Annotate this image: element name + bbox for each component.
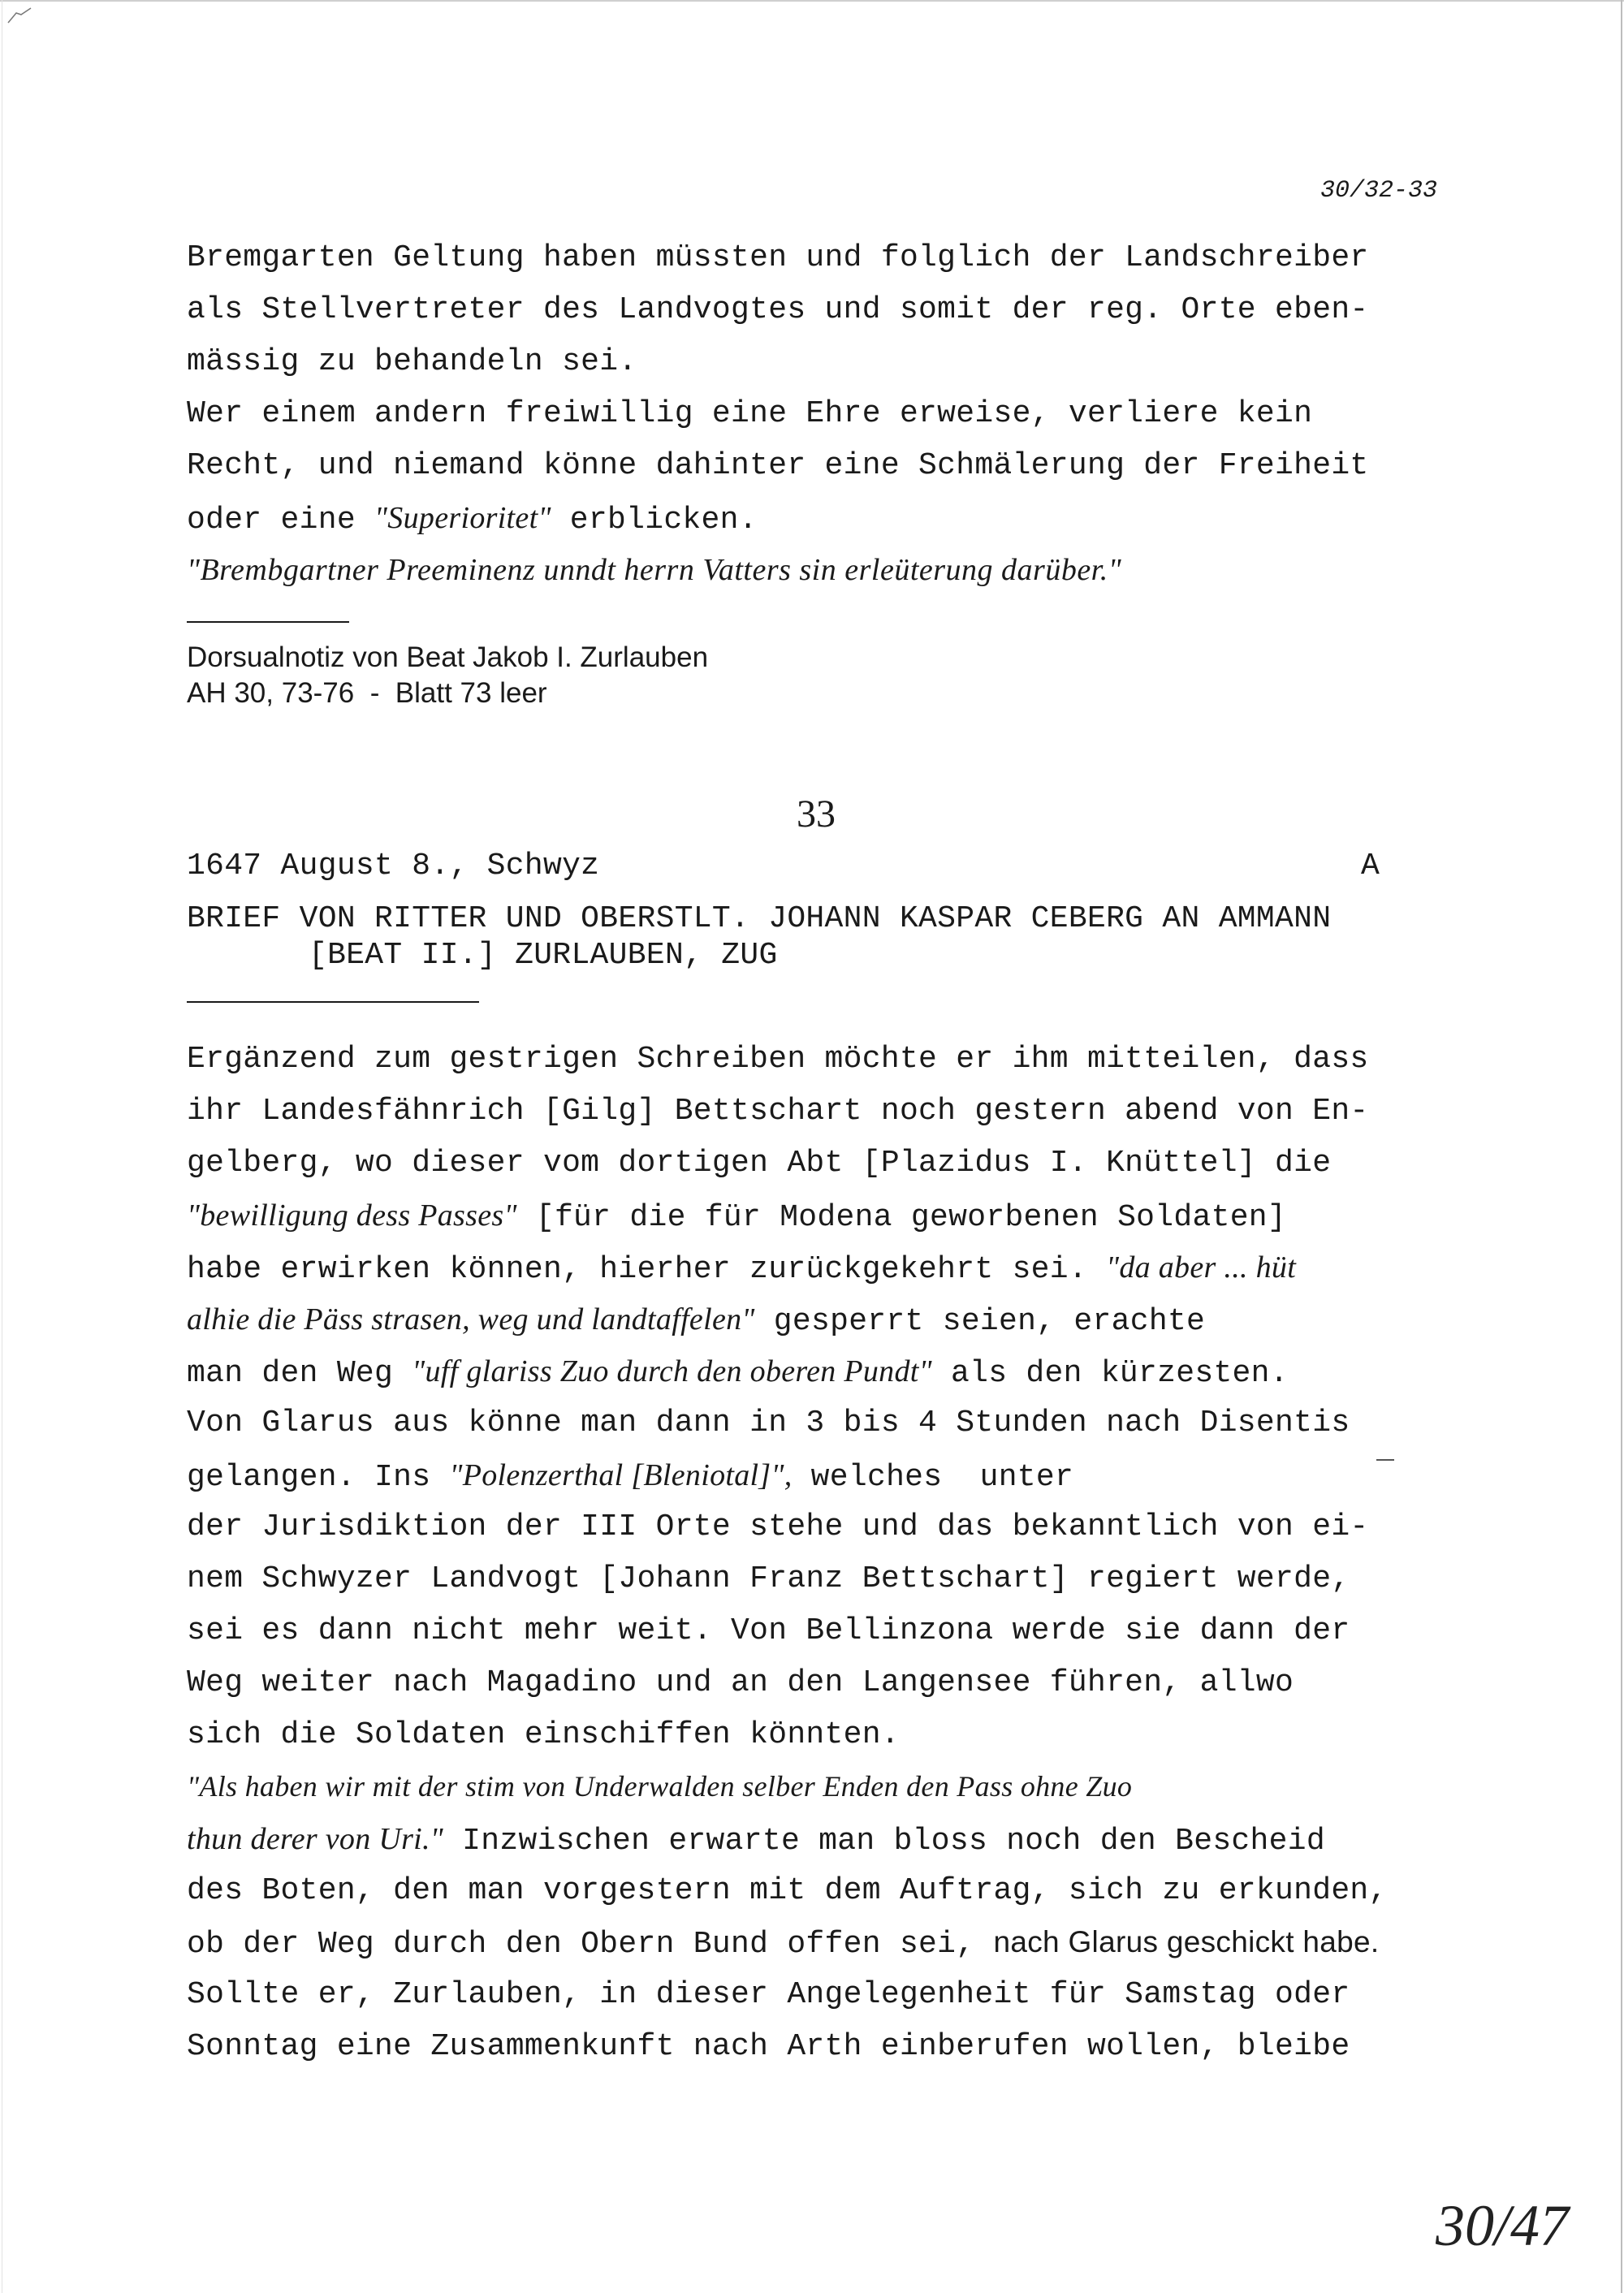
document-number: 33 (797, 792, 836, 836)
text-line: Sollte er, Zurlauben, in dieser Angelegenheit für Samstag oder (187, 1977, 1350, 2012)
text-segment: als den kürzesten. (931, 1356, 1289, 1391)
text-line: der Jurisdiktion der III Orte stehe und das bekanntlich von ei- (187, 1509, 1369, 1544)
text-line: als Stellvertreter des Landvogtes und somit der reg. Orte eben- (187, 292, 1369, 327)
document-title: BRIEF VON RITTER UND OBERSTLT. JOHANN KASPAR CEBERG AN AMMANN (187, 901, 1332, 936)
text-line: Recht, und niemand könne dahinter eine Schmälerung der Freiheit (187, 448, 1369, 483)
page-reference: 30/32-33 (1320, 177, 1437, 205)
text-line (187, 500, 758, 538)
text-segment: erblicken. (551, 503, 758, 538)
scan-corner-mark (6, 6, 34, 24)
document-type-letter: A (1361, 849, 1380, 883)
document-title-continued: [BEAT II.] ZURLAUBEN, ZUG (309, 938, 778, 973)
title-rule (187, 1001, 479, 1003)
text-segment: ob der Weg durch den Obern Bund offen sei, (187, 1927, 994, 1962)
dorsual-note: Dorsualnotiz von Beat Jakob I. Zurlauben (187, 641, 709, 673)
margin-mark (1376, 1459, 1394, 1461)
text-line: sei es dann nicht mehr weit. Von Bellinzona werde sie dann der (187, 1613, 1350, 1648)
text-line (187, 1457, 1073, 1495)
date-place: 1647 August 8., Schwyz (187, 849, 600, 883)
italic-quote: "Polenzerthal [Bleniotal]", (449, 1458, 793, 1492)
scan-edge-right (1621, 0, 1622, 2293)
handwritten-folio-number: 30/47 (1436, 2193, 1570, 2258)
text-line (187, 1302, 1205, 1339)
italic-quote: "Superioritet" (374, 501, 551, 535)
text-line (187, 1821, 1325, 1859)
footnote-rule (187, 621, 349, 623)
scan-edge-top (0, 0, 1624, 2)
text-segment: welches unter (792, 1460, 1074, 1495)
italic-quote-line: "Als haben wir mit der stim von Underwalden selber Enden den Pass ohne Zuo (187, 1770, 1133, 1803)
text-line: ihr Landesfähnrich [Gilg] Bettschart noch gestern abend von En- (187, 1094, 1369, 1129)
cursive-dorsual-quote: "Brembgartner Preeminenz unndt herrn Vatters sin erleüterung darüber." (187, 553, 1122, 587)
text-segment: man den Weg (187, 1356, 412, 1391)
text-line (187, 1198, 1286, 1235)
italic-quote: thun derer von Uri." (187, 1822, 444, 1856)
text-line (187, 1250, 1296, 1287)
text-line: Wer einem andern freiwillig eine Ehre erweise, verliere kein (187, 396, 1313, 431)
text-segment: gesperrt seien, erachte (754, 1304, 1206, 1339)
text-segment: oder eine (187, 503, 375, 538)
italic-quote: alhie die Päss strasen, weg und landtaffelen" (187, 1302, 755, 1337)
text-line: mässig zu behandeln sei. (187, 344, 637, 379)
text-segment: habe erwirken können, hierher zurückgekehrt sei. (187, 1252, 1107, 1287)
text-line (187, 1354, 1289, 1391)
italic-quote: "uff glariss Zuo durch den oberen Pundt" (412, 1354, 932, 1388)
italic-quote: "bewilligung dess Passes" (187, 1198, 517, 1233)
text-segment: Inzwischen erwarte man bloss noch den Bescheid (443, 1824, 1325, 1859)
text-line: Ergänzend zum gestrigen Schreiben möchte er ihm mitteilen, dass (187, 1042, 1369, 1077)
italic-quote: "da aber ... hüt (1106, 1250, 1297, 1285)
text-line: nem Schwyzer Landvogt [Johann Franz Bettschart] regiert werde, (187, 1561, 1350, 1596)
text-line: Weg weiter nach Magadino und an den Langensee führen, allwo (187, 1665, 1294, 1700)
correction-insert: nach Glarus geschickt habe. (993, 1925, 1380, 1958)
text-line: sich die Soldaten einschiffen könnten. (187, 1717, 900, 1752)
text-line: Bremgarten Geltung haben müssten und folglich der Landschreiber (187, 240, 1369, 275)
text-line: gelberg, wo dieser vom dortigen Abt [Plazidus I. Knüttel] die (187, 1146, 1332, 1181)
text-line: des Boten, den man vorgestern mit dem Auftrag, sich zu erkunden, (187, 1873, 1388, 1908)
text-line (187, 1925, 1379, 1962)
archive-reference: AH 30, 73-76 - Blatt 73 leer (187, 677, 547, 709)
text-line: Von Glarus aus könne man dann in 3 bis 4 Stunden nach Disentis (187, 1406, 1350, 1440)
text-line: Sonntag eine Zusammenkunft nach Arth einberufen wollen, bleibe (187, 2029, 1350, 2064)
text-segment: gelangen. Ins (187, 1460, 450, 1495)
text-segment: [für die für Modena geworbenen Soldaten] (516, 1200, 1287, 1235)
